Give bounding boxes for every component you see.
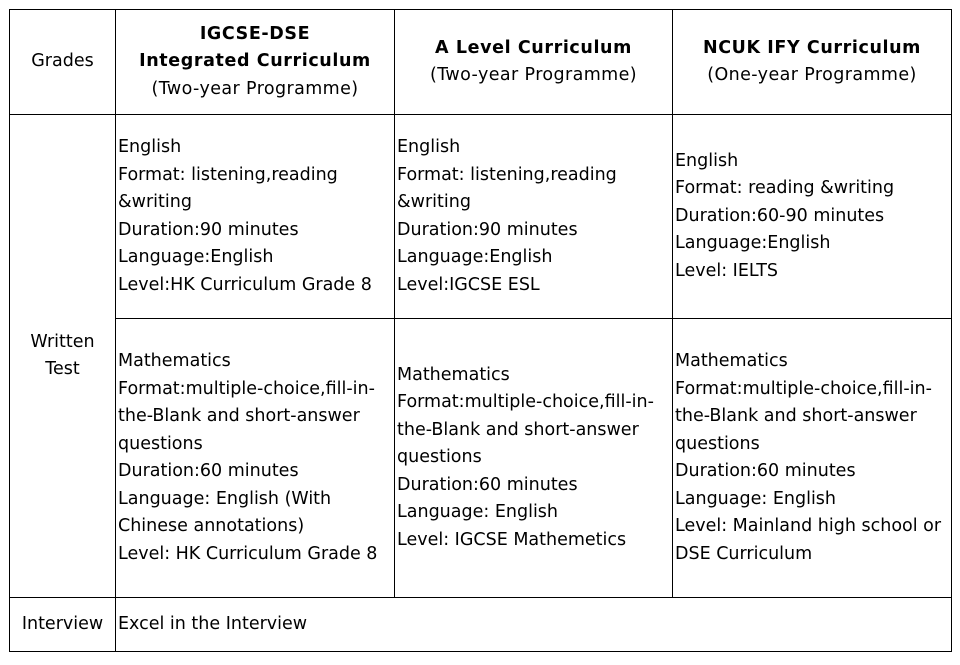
cell-line: Duration:60-90 minutes xyxy=(675,205,885,226)
written-test-label-line1: Written xyxy=(30,331,95,352)
mathematics-row xyxy=(10,319,952,598)
math-igcse-dse-cell xyxy=(116,319,395,598)
interview-requirement: Excel in the Interview xyxy=(116,598,952,652)
ncuk-ify-header xyxy=(673,10,952,115)
cell-line: Language: English xyxy=(397,502,559,523)
cell-line: Language: English xyxy=(675,488,837,509)
cell-line: English xyxy=(675,150,739,171)
cell-line: Mathematics xyxy=(118,351,231,371)
math-ncuk-ify-cell xyxy=(673,319,952,598)
cell-line: the-Blank and short-answer xyxy=(675,406,917,426)
igcse-dse-title-line2: Integrated Curriculum xyxy=(139,51,371,72)
cell-line: Format:multiple-choice,fill-in- xyxy=(675,378,932,399)
igcse-dse-subtitle: (Two-year Programme) xyxy=(151,78,359,99)
interview-label: Interview xyxy=(10,598,116,652)
cell-line: Language:English xyxy=(675,233,831,254)
cell-line: &writing xyxy=(118,192,192,212)
ncuk-ify-title: NCUK IFY Curriculum xyxy=(702,37,922,58)
cell-line: Language:English xyxy=(118,247,274,267)
a-level-subtitle: (Two-year Programme) xyxy=(429,65,638,85)
cell-line: Language:English xyxy=(397,247,553,267)
cell-line: Format: listening,reading xyxy=(397,164,617,185)
cell-line: Duration:90 minutes xyxy=(397,219,578,240)
cell-line: Format:multiple-choice,fill-in- xyxy=(118,378,375,399)
cell-line: English xyxy=(118,137,182,157)
cell-line: Level:HK Curriculum Grade 8 xyxy=(118,274,372,295)
cell-line: Mathematics xyxy=(397,364,510,385)
cell-line: Duration:60 minutes xyxy=(118,461,299,481)
cell-line: Duration:90 minutes xyxy=(118,219,299,240)
cell-line: Level:IGCSE ESL xyxy=(397,274,540,295)
math-a-level-cell xyxy=(395,319,673,598)
cell-line: Format: listening,reading xyxy=(118,164,338,185)
cell-line: Duration:60 minutes xyxy=(675,461,856,481)
cell-line: Chinese annotations) xyxy=(118,516,305,536)
ncuk-ify-subtitle: (One-year Programme) xyxy=(707,65,917,85)
grades-header: Grades xyxy=(10,10,116,115)
english-a-level-cell xyxy=(395,115,673,319)
written-test-label-line2: Test xyxy=(45,359,80,379)
cell-line: &writing xyxy=(397,192,471,212)
cell-line: Format: reading &writing xyxy=(675,178,895,199)
cell-line: questions xyxy=(675,433,760,454)
admission-requirements-table xyxy=(9,9,952,652)
cell-line: Format:multiple-choice,fill-in- xyxy=(397,392,654,413)
cell-line: Level: HK Curriculum Grade 8 xyxy=(118,543,378,564)
cell-line: questions xyxy=(118,433,203,454)
cell-line: Duration:60 minutes xyxy=(397,474,578,495)
cell-line: Level: Mainland high school or xyxy=(675,516,942,536)
cell-line: English xyxy=(397,137,461,157)
cell-line: Mathematics xyxy=(675,351,788,371)
header-row xyxy=(10,10,952,115)
cell-line: questions xyxy=(397,447,482,468)
written-test-label xyxy=(10,115,116,598)
cell-line: Language: English (With xyxy=(118,488,332,509)
cell-line: Level: IGCSE Mathemetics xyxy=(397,529,627,550)
cell-line: the-Blank and short-answer xyxy=(118,406,360,426)
cell-line: the-Blank and short-answer xyxy=(397,419,639,440)
cell-line: DSE Curriculum xyxy=(675,543,813,564)
igcse-dse-title-line1: IGCSE-DSE xyxy=(199,23,311,44)
english-igcse-dse-cell xyxy=(116,115,395,319)
english-ncuk-ify-cell xyxy=(673,115,952,319)
cell-line: Level: IELTS xyxy=(675,260,779,281)
interview-row xyxy=(10,598,952,652)
a-level-header xyxy=(395,10,673,115)
igcse-dse-header xyxy=(116,10,395,115)
english-row xyxy=(10,115,952,319)
a-level-title: A Level Curriculum xyxy=(435,37,632,58)
